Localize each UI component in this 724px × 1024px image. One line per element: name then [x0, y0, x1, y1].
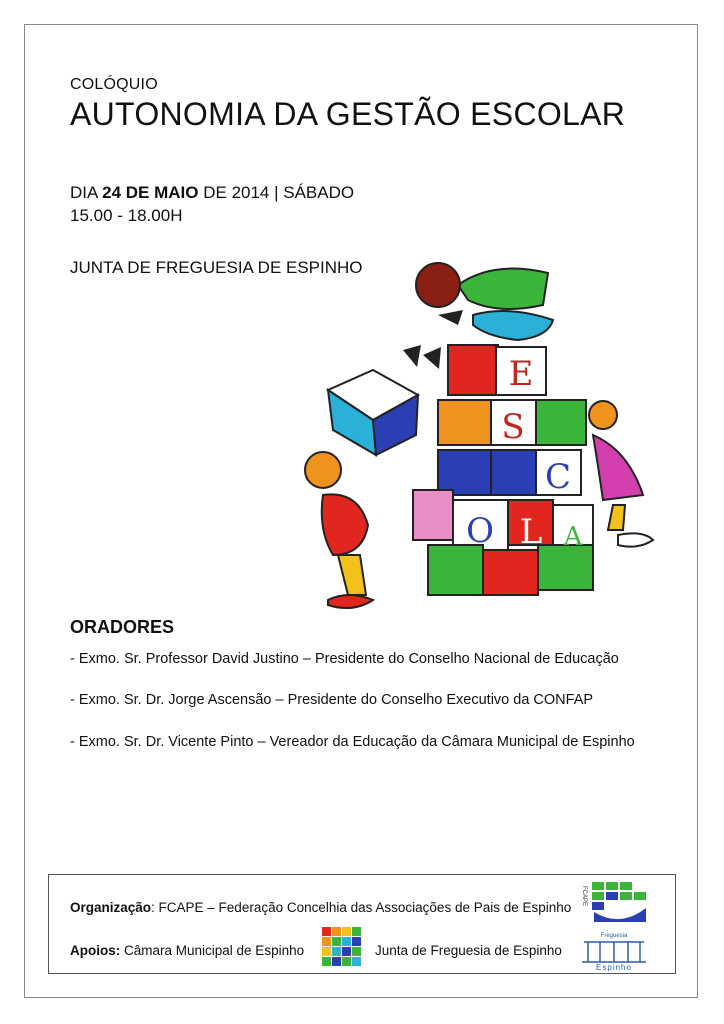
fcape-logo	[580, 880, 652, 926]
held-cube	[328, 370, 418, 455]
freguesia-logo-top: Freguesia	[600, 933, 628, 939]
falling-pieces	[403, 345, 441, 369]
block-letter: E	[508, 354, 534, 394]
block-letter: C	[544, 457, 572, 497]
support-text: Câmara Municipal de Espinho	[120, 943, 305, 958]
event-date	[70, 183, 354, 203]
speaker-separator: –	[275, 692, 284, 708]
speaker-item	[70, 734, 635, 750]
right-child	[589, 401, 653, 547]
speaker-role: Presidente do Conselho Nacional de Educação	[314, 651, 619, 667]
support-label: Apoios:	[70, 943, 121, 958]
organization-label: Organização	[70, 900, 152, 915]
date-prefix: DIA	[70, 183, 98, 202]
footer-support	[70, 943, 304, 958]
freguesia-logo	[578, 930, 650, 972]
fcape-logo-text: FCAPE	[581, 886, 587, 907]
speaker-separator: –	[302, 651, 311, 667]
speaker-name: - Exmo. Sr. Dr. Vicente Pinto	[70, 734, 254, 750]
left-child	[305, 452, 373, 608]
child-head	[416, 263, 460, 307]
speaker-item	[70, 651, 619, 667]
speaker-item	[70, 692, 593, 708]
footer-organization	[70, 900, 571, 915]
escola-blocks-illustration	[298, 255, 668, 625]
pre-title: COLÓQUIO	[70, 76, 158, 93]
block-letter: O	[466, 511, 494, 551]
camara-municipal-logo	[320, 925, 364, 969]
organization-text: : FCAPE – Federação Concelhia das Associações de Pais de Espinho	[151, 900, 572, 915]
event-time: 15.00 - 18.00H	[70, 206, 183, 225]
speaker-role: Vereador da Educação da Câmara Municipal de Espinho	[269, 734, 635, 750]
freguesia-logo-bottom: Espinho	[596, 963, 632, 972]
block-letter: S	[501, 407, 525, 447]
speaker-separator: –	[257, 734, 266, 750]
speaker-name: - Exmo. Sr. Dr. Jorge Ascensão	[70, 692, 272, 708]
block-letter: L	[519, 512, 543, 552]
event-venue: JUNTA DE FREGUESIA DE ESPINHO	[70, 258, 363, 277]
block-letter: A	[563, 522, 583, 552]
date-suffix: DE 2014 | SÁBADO	[203, 183, 355, 202]
speakers-heading: ORADORES	[70, 617, 175, 637]
support-second: Junta de Freguesia de Espinho	[375, 943, 562, 958]
date-bold: 24 DE MAIO	[102, 183, 199, 202]
speaker-role: Presidente do Conselho Executivo da CONFAP	[287, 692, 594, 708]
page-title: AUTONOMIA DA GESTÃO ESCOLAR	[70, 96, 626, 132]
speaker-name: - Exmo. Sr. Professor David Justino	[70, 651, 299, 667]
